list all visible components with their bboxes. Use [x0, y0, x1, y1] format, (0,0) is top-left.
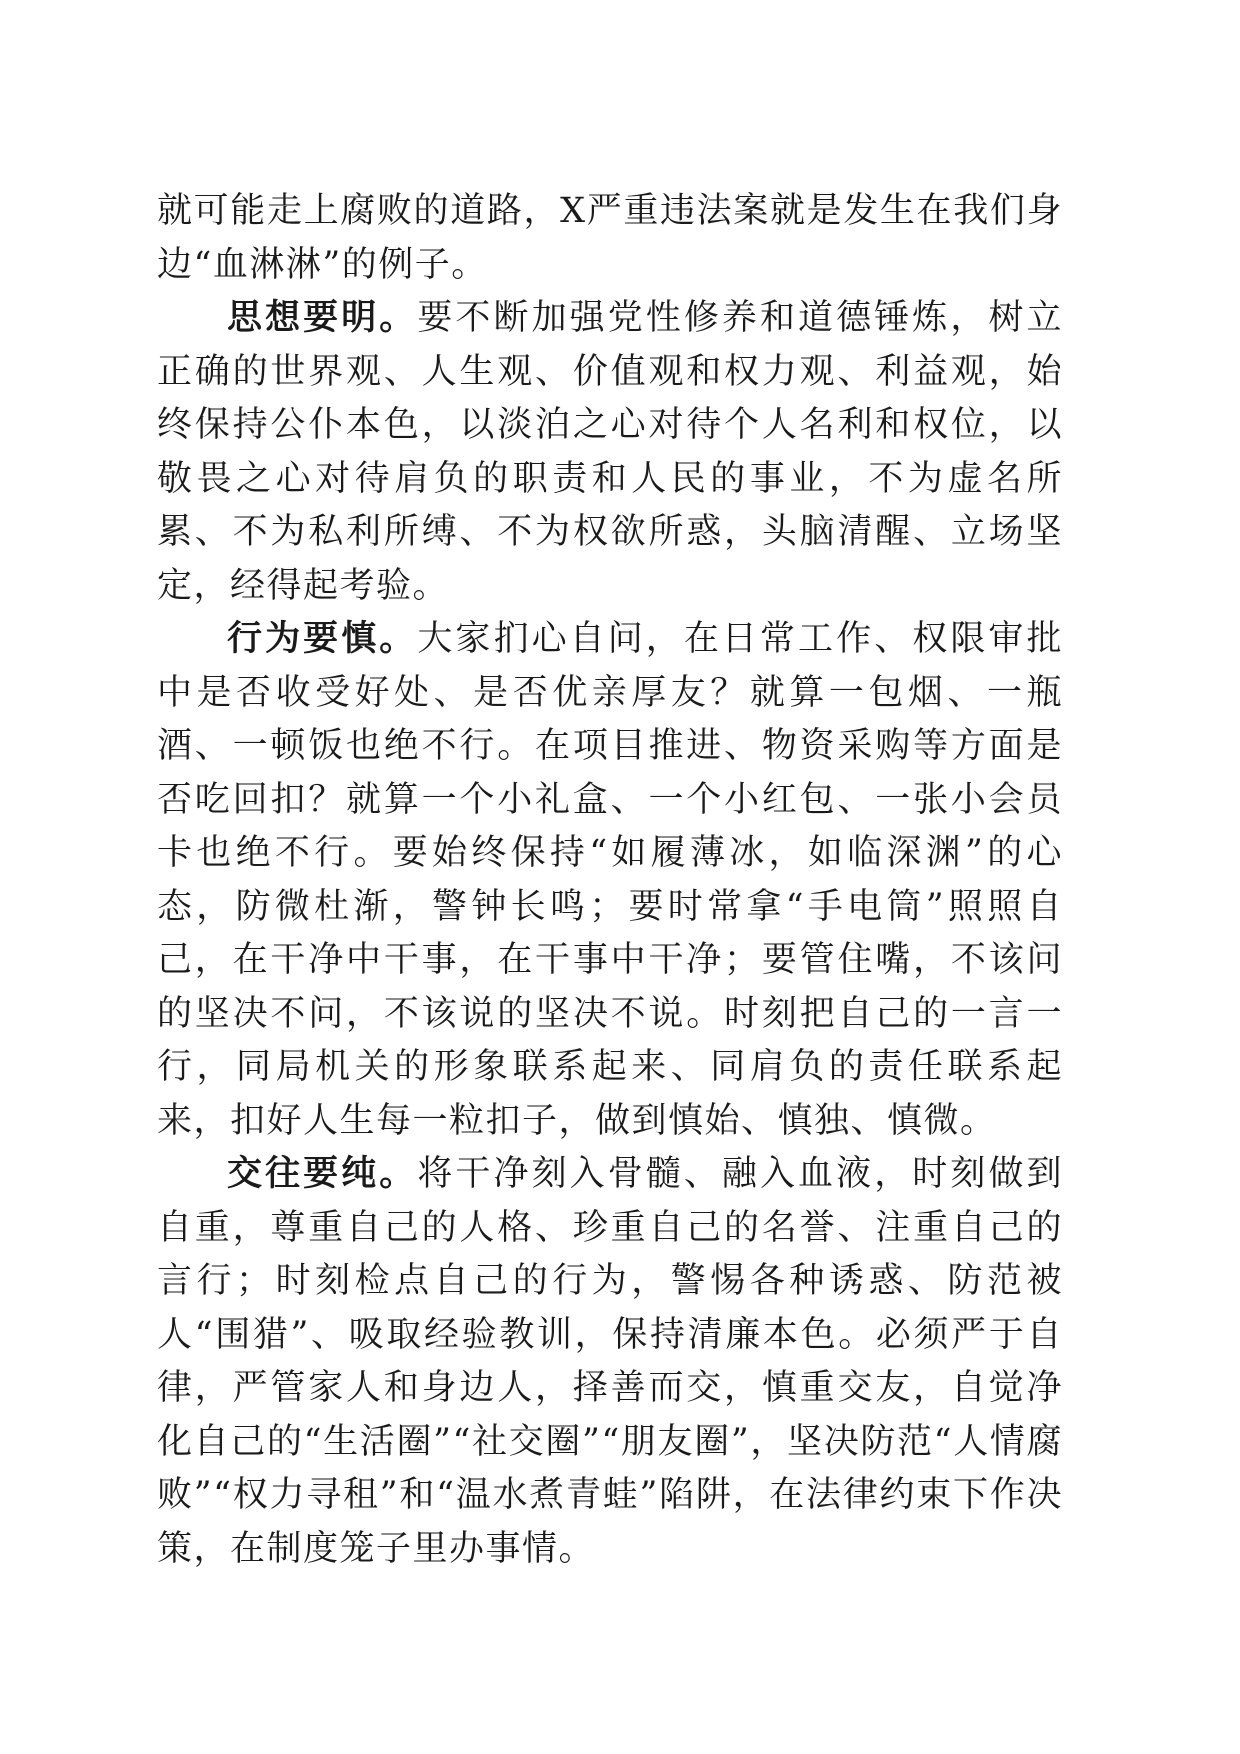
continuation-text: 就可能走上腐败的道路，X严重违法案就是发生在我们身边“血淋淋”的例子。 — [157, 191, 1063, 285]
section-heading-conduct: 行为要慎。 — [227, 619, 418, 659]
section-body-relations: 将干净刻入骨髓、融入血液，时刻做到自重，尊重自己的人格、珍重自己的名誉、注重自己的言行；时刻检点自己的行为，警惕各种诱惑、防范被人“围猎”、吸取经验教训，保持清廉本色。必须严于自律，严管家人和身边人，择善而交，慎重交友，自觉净化自己的“生活圈”“社交圈”“朋友圈”，坚决防范“人情腐败”“权力寻租”和“温水煮青蛙”陷阱，在法律约束下作决策，在制度笼子里办事情。 — [157, 1154, 1063, 1569]
section-body-conduct: 大家扪心自问，在日常工作、权限审批中是否收受好处、是否优亲厚友？就算一包烟、一瓶酒、一顿饭也绝不行。在项目推进、物资采购等方面是否吃回扣？就算一个小礼盒、一个小红包、一张小会员卡也绝不行。要始终保持“如履薄冰，如临深渊”的心态，防微杜渐，警钟长鸣；要时常拿“手电筒”照照自己，在干净中干事，在干事中干净；要管住嘴，不该问的坚决不问，不该说的坚决不说。时刻把自己的一言一行，同局机关的形象联系起来、同肩负的责任联系起来，扣好人生每一粒扣子，做到慎始、慎独、慎微。 — [157, 619, 1063, 1141]
section-relations — [157, 1148, 1063, 1576]
section-body-thinking: 要不断加强党性修养和道德锤炼，树立正确的世界观、人生观、价值观和权力观、利益观，始终保持公仆本色，以淡泊之心对待个人名利和权位，以敬畏之心对待肩负的职责和人民的事业，不为虚名所累、不为私利所缚、不为权欲所惑，头脑清醒、立场坚定，经得起考验。 — [157, 298, 1063, 606]
section-conduct — [157, 613, 1063, 1148]
section-thinking — [157, 292, 1063, 613]
section-heading-relations: 交往要纯。 — [227, 1154, 418, 1194]
document-body — [157, 185, 1063, 1576]
continuation-paragraph — [157, 185, 1063, 292]
section-heading-thinking: 思想要明。 — [227, 298, 418, 338]
